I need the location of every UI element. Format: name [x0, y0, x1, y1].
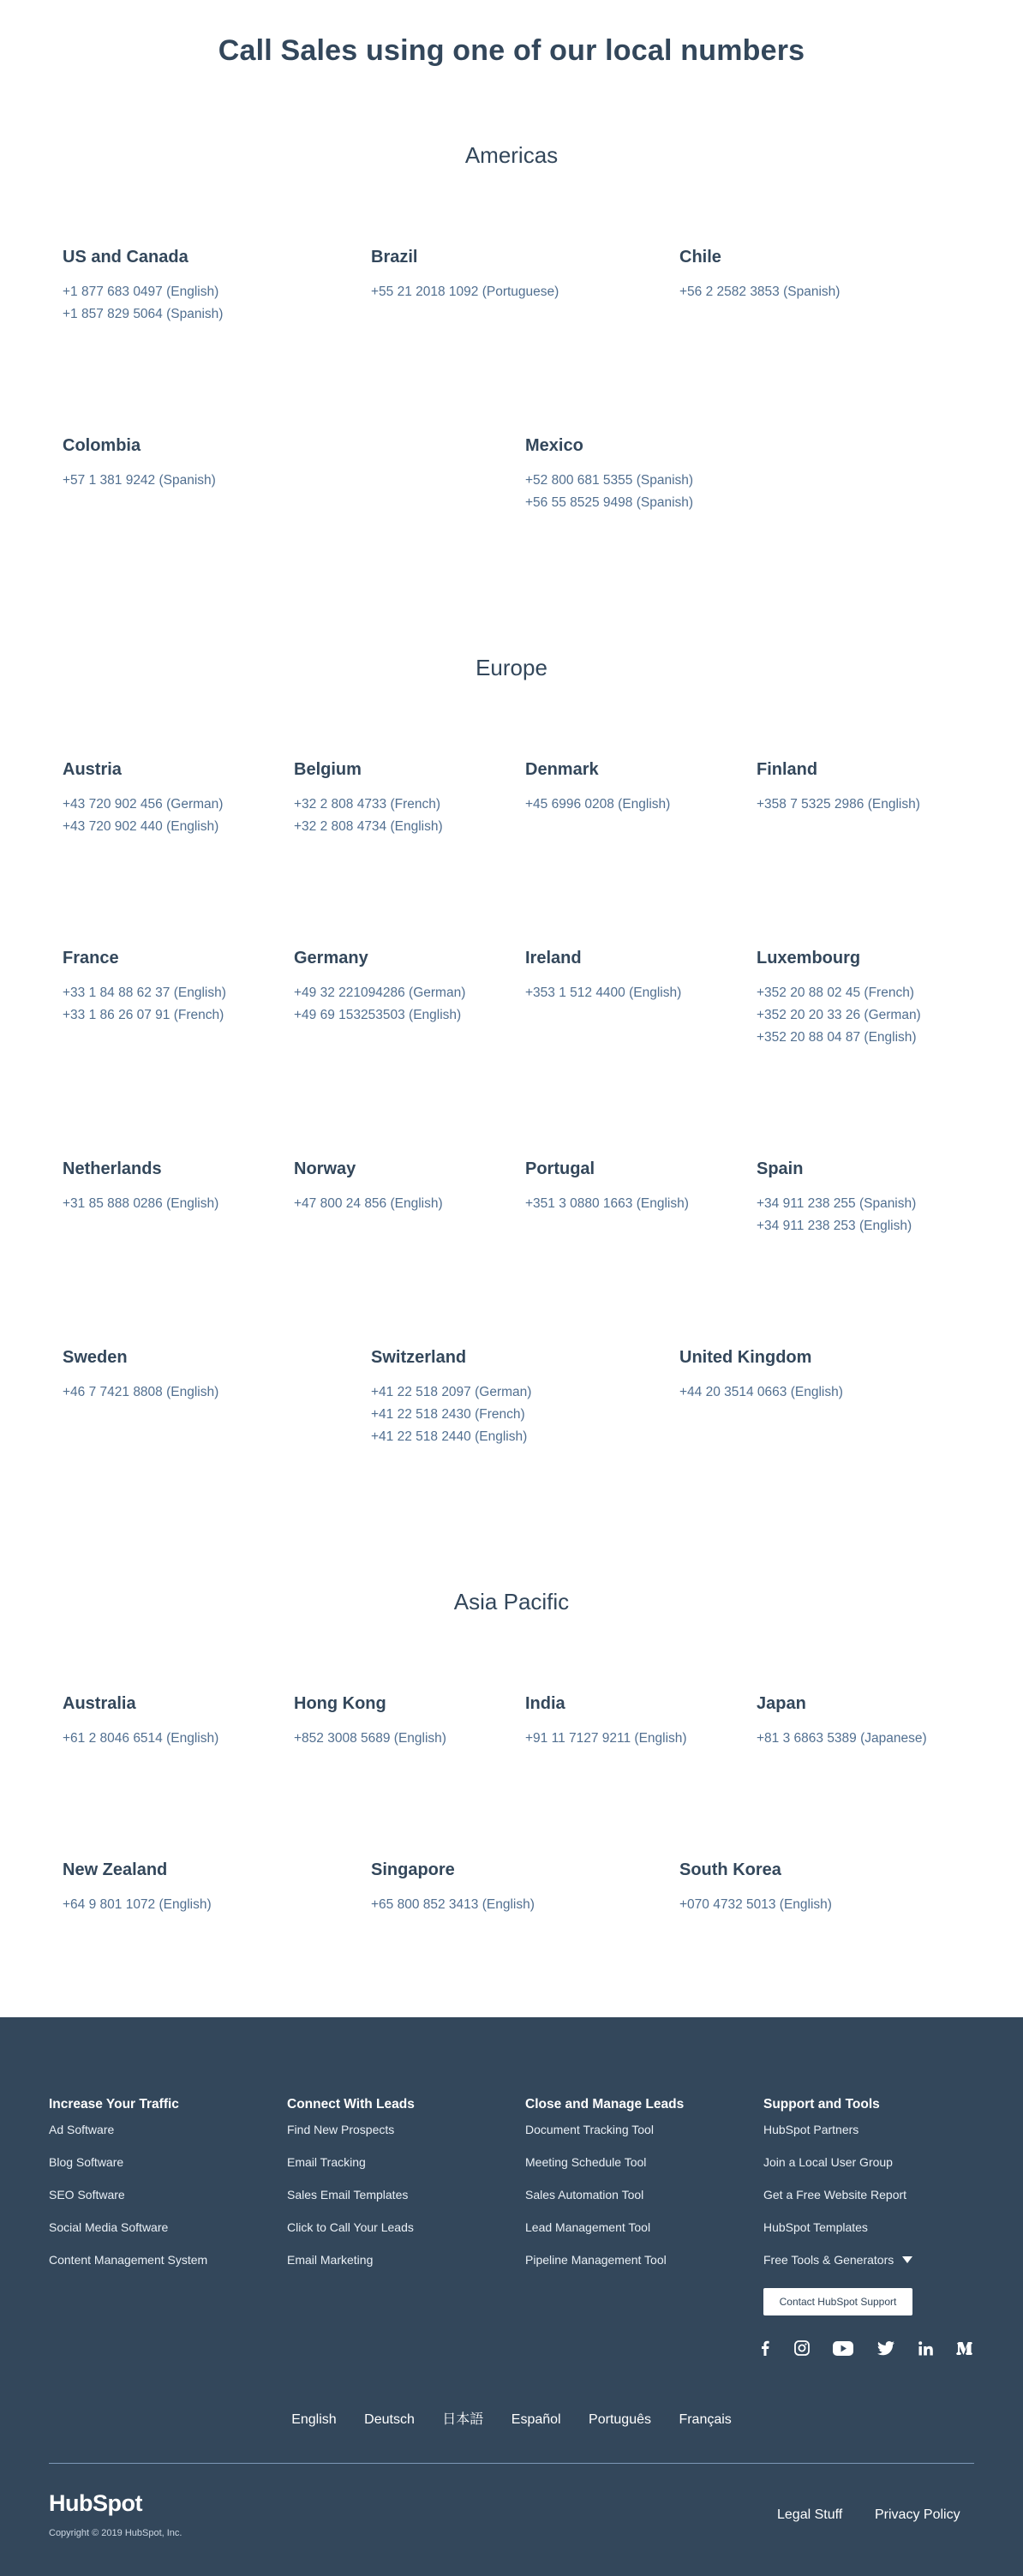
country-name: Ireland [525, 949, 582, 967]
footer-column-title: Increase Your Traffic [49, 2097, 179, 2112]
footer-column-title: Close and Manage Leads [525, 2097, 685, 2112]
country-norway [294, 1159, 443, 1215]
footer-link[interactable]: Lead Management Tool [525, 2220, 651, 2234]
phone-link[interactable]: +352 20 20 33 26 (German) [757, 1008, 921, 1022]
language-link[interactable]: English [291, 2412, 337, 2427]
phone-link[interactable]: +57 1 381 9242 (Spanish) [63, 473, 216, 488]
country-name: India [525, 1694, 565, 1713]
footer-link[interactable]: Join a Local User Group [763, 2155, 893, 2169]
country-name: New Zealand [63, 1860, 168, 1879]
twitter-icon[interactable] [874, 2336, 898, 2360]
phone-link[interactable]: +56 2 2582 3853 (Spanish) [679, 285, 841, 299]
page-title: Call Sales using one of our local numbers [218, 34, 805, 67]
phone-link[interactable]: +41 22 518 2430 (French) [371, 1407, 525, 1422]
footer-column-leads [287, 2096, 415, 2285]
phone-link[interactable]: +49 69 153253503 (English) [294, 1008, 462, 1022]
country-us-and-canada [63, 247, 223, 326]
country-netherlands [63, 1159, 218, 1215]
country-name: France [63, 949, 119, 967]
country-name: Hong Kong [294, 1694, 386, 1713]
footer-link[interactable]: Blog Software [49, 2155, 124, 2169]
phone-link[interactable]: +52 800 681 5355 (Spanish) [525, 473, 694, 488]
phone-link[interactable]: +81 3 6863 5389 (Japanese) [757, 1731, 927, 1746]
country-name: Luxembourg [757, 949, 861, 967]
country-name: United Kingdom [679, 1348, 812, 1367]
hubspot-logo[interactable]: HubSpot [49, 2490, 142, 2516]
footer-link[interactable]: Content Management System [49, 2253, 208, 2267]
medium-icon[interactable] [953, 2336, 977, 2360]
language-link[interactable]: 日本語 [442, 2412, 484, 2427]
footer-link[interactable]: Ad Software [49, 2123, 115, 2136]
footer-link[interactable]: Meeting Schedule Tool [525, 2155, 647, 2169]
country-india [525, 1693, 687, 1750]
footer-link[interactable]: Sales Email Templates [287, 2188, 409, 2202]
footer-link[interactable]: Sales Automation Tool [525, 2188, 644, 2202]
footer-divider [49, 2463, 974, 2464]
language-link[interactable]: Português [589, 2412, 651, 2427]
phone-link[interactable]: +1 877 683 0497 (English) [63, 285, 219, 299]
phone-link[interactable]: +49 32 221094286 (German) [294, 985, 466, 1000]
language-link[interactable]: Deutsch [364, 2412, 415, 2427]
country-spain [757, 1159, 916, 1237]
footer-link[interactable]: HubSpot Partners [763, 2123, 859, 2136]
country-singapore [371, 1860, 535, 1916]
country-name: Spain [757, 1159, 804, 1178]
country-name: Norway [294, 1159, 356, 1178]
footer-link[interactable]: Find New Prospects [287, 2123, 395, 2136]
phone-link[interactable]: +33 1 84 88 62 37 (English) [63, 985, 226, 1000]
phone-link[interactable]: +55 21 2018 1092 (Portuguese) [371, 285, 559, 299]
country-name: Mexico [525, 436, 583, 455]
country-chile [679, 247, 840, 303]
youtube-icon[interactable] [831, 2336, 855, 2360]
privacy-policy-link[interactable]: Privacy Policy [875, 2507, 960, 2522]
phone-link[interactable]: +43 720 902 440 (English) [63, 819, 219, 834]
footer-link[interactable]: HubSpot Templates [763, 2220, 868, 2234]
phone-link[interactable]: +351 3 0880 1663 (English) [525, 1196, 689, 1211]
country-ireland [525, 948, 681, 1004]
footer-link[interactable]: Email Tracking [287, 2155, 366, 2169]
country-name: Portugal [525, 1159, 595, 1178]
phone-link[interactable]: +34 911 238 255 (Spanish) [757, 1196, 917, 1211]
phone-link[interactable]: +91 11 7127 9211 (English) [525, 1731, 687, 1746]
country-mexico [525, 435, 693, 514]
country-sweden [63, 1347, 218, 1404]
language-link[interactable]: Français [679, 2412, 732, 2427]
footer-column-support [763, 2096, 912, 2285]
footer-link[interactable]: Social Media Software [49, 2220, 169, 2234]
language-link[interactable]: Español [511, 2412, 561, 2427]
contact-support-button[interactable]: Contact HubSpot Support [763, 2288, 912, 2315]
phone-link[interactable]: +43 720 902 456 (German) [63, 797, 224, 812]
country-name: Colombia [63, 436, 141, 455]
phone-link[interactable]: +41 22 518 2440 (English) [371, 1429, 528, 1444]
country-name: US and Canada [63, 248, 188, 267]
site-footer [0, 2017, 1023, 2576]
language-selector [0, 2408, 1023, 2428]
phone-link[interactable]: +33 1 86 26 07 91 (French) [63, 1008, 224, 1022]
phone-link[interactable]: +41 22 518 2097 (German) [371, 1385, 532, 1399]
instagram-icon[interactable] [790, 2336, 814, 2360]
country-name: Brazil [371, 248, 418, 267]
country-name: Finland [757, 760, 818, 779]
linkedin-icon[interactable] [913, 2336, 937, 2360]
region-title-europe: Europe [476, 655, 547, 680]
country-name: Singapore [371, 1860, 455, 1879]
country-brazil [371, 247, 559, 303]
country-australia [63, 1693, 218, 1750]
phone-link[interactable]: +56 55 8525 9498 (Spanish) [525, 495, 694, 510]
country-name: Sweden [63, 1348, 128, 1367]
legal-stuff-link[interactable]: Legal Stuff [777, 2507, 843, 2522]
phone-link[interactable]: +34 911 238 253 (English) [757, 1219, 912, 1233]
country-new-zealand [63, 1860, 212, 1916]
country-name: Denmark [525, 760, 599, 779]
phone-link[interactable]: +352 20 88 02 45 (French) [757, 985, 914, 1000]
country-japan [757, 1693, 927, 1750]
country-name: South Korea [679, 1860, 781, 1879]
country-switzerland [371, 1347, 531, 1448]
country-name: Austria [63, 760, 122, 779]
phone-link[interactable]: +47 800 24 856 (English) [294, 1196, 443, 1211]
copyright-text: Copyright © 2019 HubSpot, Inc. [49, 2528, 182, 2538]
country-germany [294, 948, 465, 1027]
phone-link[interactable]: +070 4732 5013 (English) [679, 1897, 832, 1912]
country-portugal [525, 1159, 689, 1215]
country-austria [63, 759, 223, 838]
country-luxembourg [757, 948, 921, 1049]
phone-link[interactable]: +1 857 829 5064 (Spanish) [63, 307, 224, 321]
region-title-asia-pacific: Asia Pacific [453, 1589, 570, 1614]
country-name: Switzerland [371, 1348, 467, 1367]
country-name: Chile [679, 248, 721, 267]
country-south-korea [679, 1860, 832, 1916]
footer-link[interactable]: SEO Software [49, 2188, 125, 2202]
caret-down-icon [902, 2256, 912, 2263]
country-name: Netherlands [63, 1159, 162, 1178]
country-name: Germany [294, 949, 368, 967]
country-name: Australia [63, 1694, 136, 1713]
country-colombia [63, 435, 216, 492]
region-title-americas: Americas [464, 142, 559, 168]
footer-column-title: Connect With Leads [287, 2097, 415, 2112]
phone-link[interactable]: +32 2 808 4734 (English) [294, 819, 443, 834]
footer-column-title: Support and Tools [763, 2097, 880, 2112]
phone-link[interactable]: +852 3008 5689 (English) [294, 1731, 446, 1746]
country-finland [757, 759, 920, 816]
country-denmark [525, 759, 670, 816]
country-united-kingdom [679, 1347, 843, 1404]
phone-link[interactable]: +352 20 88 04 87 (English) [757, 1030, 917, 1045]
phone-link[interactable]: +64 9 801 1072 (English) [63, 1897, 212, 1912]
country-name: Japan [757, 1694, 806, 1713]
phone-link[interactable]: +61 2 8046 6514 (English) [63, 1731, 219, 1746]
phone-link[interactable]: +31 85 888 0286 (English) [63, 1196, 219, 1211]
free-tools-dropdown[interactable] [763, 2252, 912, 2267]
facebook-icon[interactable] [753, 2336, 777, 2360]
footer-link[interactable]: Document Tracking Tool [525, 2123, 654, 2136]
phone-link[interactable]: +358 7 5325 2986 (English) [757, 797, 920, 812]
country-france [63, 948, 226, 1027]
phone-link[interactable]: +65 800 852 3413 (English) [371, 1897, 535, 1912]
phone-link[interactable]: +353 1 512 4400 (English) [525, 985, 682, 1000]
footer-link[interactable]: Email Marketing [287, 2253, 374, 2267]
country-belgium [294, 759, 443, 838]
phone-link[interactable]: +45 6996 0208 (English) [525, 797, 671, 812]
dropdown-label: Free Tools & Generators [763, 2253, 894, 2267]
phone-link[interactable]: +32 2 808 4733 (French) [294, 797, 441, 812]
phone-link[interactable]: +46 7 7421 8808 (English) [63, 1385, 219, 1399]
footer-column-traffic [49, 2096, 207, 2285]
footer-column-close [525, 2096, 684, 2285]
footer-link[interactable]: Get a Free Website Report [763, 2188, 907, 2202]
country-hong-kong [294, 1693, 446, 1750]
footer-link[interactable]: Pipeline Management Tool [525, 2253, 667, 2267]
phone-link[interactable]: +44 20 3514 0663 (English) [679, 1385, 843, 1399]
country-name: Belgium [294, 760, 362, 779]
footer-link[interactable]: Click to Call Your Leads [287, 2220, 414, 2234]
